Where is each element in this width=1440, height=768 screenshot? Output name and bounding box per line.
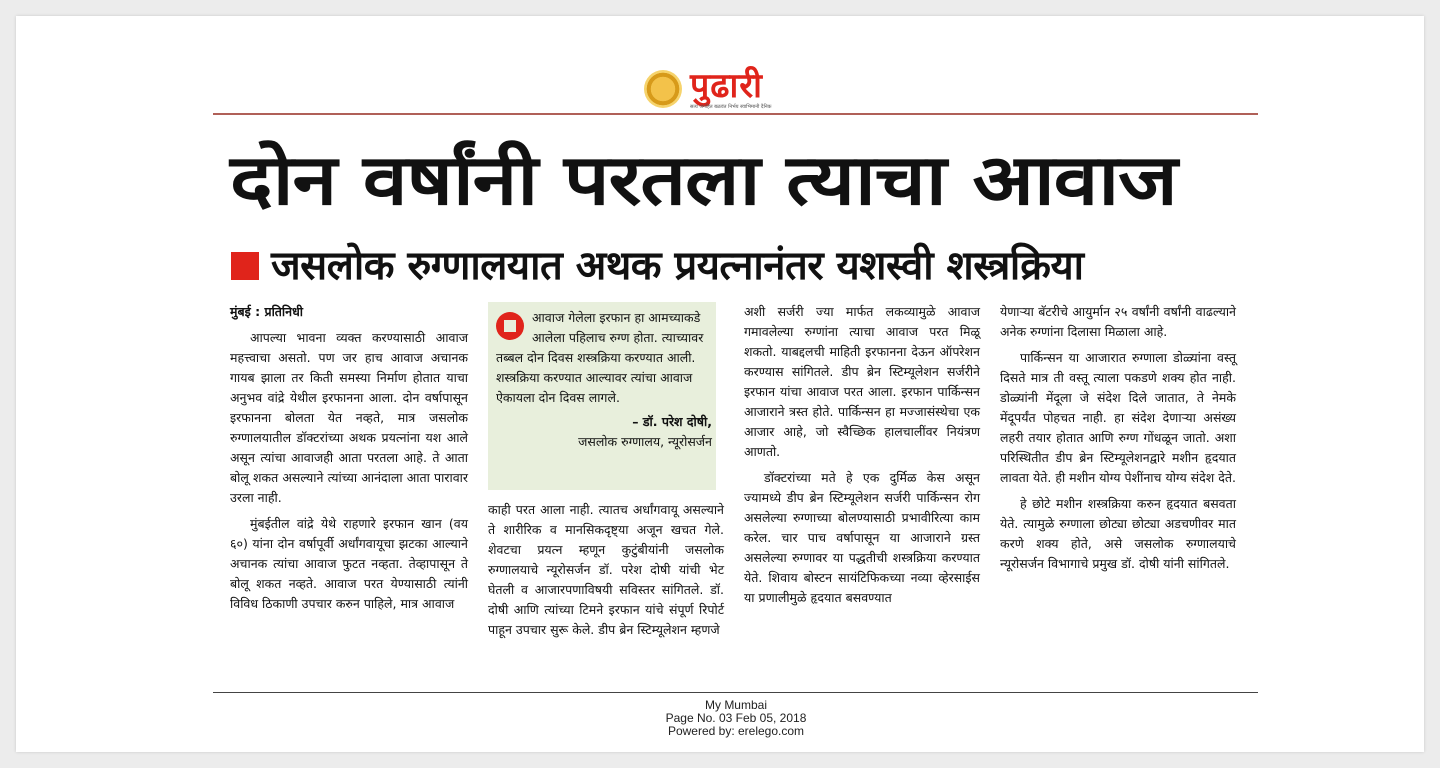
- byline: मुंबई : प्रतिनिधी: [230, 304, 304, 319]
- bottom-divider: [213, 692, 1258, 693]
- brand-name: पुढारी: [690, 65, 763, 106]
- quote-author: – डॉ. परेश दोषी,: [632, 414, 712, 429]
- newspaper-clipping: [16, 16, 1424, 752]
- column-2: [488, 500, 724, 640]
- paragraph: मुंबईतील वांद्रे येथे राहणारे इरफान खान (वय ६०) यांना दोन वर्षापूर्वी अर्धांगवायूचा झटका आल्याने अचानक त्यांचा आवाज फुटत नव्हता. तेव्हापासून ते बोलू शकत नव्हते. आवाज परत येण्यासाठी त्यांनी विविध ठिकाणी उपचार करुन पाहिले, मात्र आवाज: [230, 516, 468, 611]
- subheadline-text: जसलोक रुग्णालयात अथक प्रयत्नानंतर यशस्वी शस्त्रक्रिया: [271, 243, 1084, 289]
- footer: [536, 699, 936, 738]
- footer-edition: My Mumbai: [704, 698, 767, 712]
- headline: दोन वर्षांनी परतला त्याचा आवाज: [230, 139, 1177, 221]
- red-square-bullet-icon: [231, 252, 259, 280]
- brand-tagline: सत्य जनहित बळवंत निर्भय स्वाभिमानी दैनिक: [690, 103, 772, 110]
- column-1: [230, 302, 468, 614]
- top-divider: [213, 113, 1258, 115]
- quote-mark-icon: [496, 312, 524, 340]
- column-3: [744, 302, 980, 608]
- quote-org: जसलोक रुग्णालय, न्यूरोसर्जन: [578, 434, 712, 449]
- paragraph: पार्किन्सन या आजारात रुग्णाला डोळ्यांना वस्तू दिसते मात्र ती वस्तू त्याला पकडणे शक्य होत नाही. डोळ्यांनी मेंदूला जे संदेश दिले जातात, ते नेमके मेंदूपर्यंत पोहचत नाही. हा संदेश देणाऱ्या असंख्य लहरी तयार होतात आणि रुग्ण गोंधळून जातो. अशा परिस्थितीत डीप ब्रेन स्टिम्यूलेशनद्वारे मशीन हृदयात लावता येते. ही मशीन योग्य पेशींनाच योग्य संदेश देते.: [1000, 350, 1236, 485]
- paragraph: काही परत आला नाही. त्यातच अर्धांगवायू असल्याने ते शारीरिक व मानसिकदृष्ट्या अजून खचत गेले. शेवटचा प्रयत्न म्हणून कुटुंबीयांनी जसलोक रुग्णालयाचे न्यूरोसर्जन डॉ. परेश दोषी यांची भेट घेतली व आजारपणाविषयी सविस्तर सांगितले. डॉ. दोषी आणि त्यांच्या टिमने इरफान यांचे संपूर्ण रिपोर्ट पाहून उपचार सुरू केले. डीप ब्रेन स्टिम्यूलेशन म्हणजे: [488, 502, 724, 637]
- pull-quote: [488, 302, 716, 490]
- paragraph: हे छोटे मशीन शस्त्रक्रिया करुन हृदयात बसवता येते. त्यामुळे रुग्णाला छोट्या छोट्या अडचणीवर मात करणे शक्य होते, असे जसलोक रुग्णालयाचे न्यूरोसर्जन विभागाचे प्रमुख डॉ. दोषी यांनी सांगितले.: [1000, 496, 1236, 571]
- seal-logo-icon: [644, 70, 682, 108]
- column-4: [1000, 302, 1236, 574]
- paragraph: अशी सर्जरी ज्या मार्फत लकव्यामुळे आवाज गमावलेल्या रुग्णांना त्याचा आवाज परत मिळू शकतो. याबद्दलची माहिती इरफानना देऊन ऑपरेशन करण्यास सांगितले. डीप ब्रेन स्टिम्यूलेशन सर्जरीने इरफान यांचा आवाज परत आला. इरफान पार्किन्सन आजाराने त्रस्त होते. पार्किन्सन हा मज्जासंस्थेचा एक आजार आहे, जो स्वैच्छिक हालचालींवर नियंत्रण आणतो.: [744, 304, 980, 459]
- subheadline: [231, 238, 1191, 294]
- footer-powered-by: Powered by: erelego.com: [667, 724, 805, 738]
- paragraph: आपल्या भावना व्यक्त करण्यासाठी आवाज महत्त्वाचा असतो. पण जर हाच आवाज अचानक गायब झाला तर किती समस्या निर्माण होतात याचा अनुभव वांद्रे येथील इरफानना आला. दोन वर्षापासून इरफानना बोलता येत नव्हते, मात्र जसलोक रुग्णालयातील डॉक्टरांच्या अथक प्रयत्नांना यश आले असून त्यांचा आवाजही आता परतला आहे. ते आता बोलू शकत असल्याने त्यांच्या आनंदाला आता पारावार उरला नाही.: [230, 330, 468, 505]
- footer-page-date: Page No. 03 Feb 05, 2018: [665, 711, 807, 725]
- quote-text: आवाज गेलेला इरफान हा आमच्याकडे आलेला पहिलाच रुग्ण होता. त्याच्यावर तब्बल दोन दिवस शस्त्रक्रिया करण्यात आली. शस्त्रक्रिया करण्यात आल्यावर त्यांचा आवाज ऐकायला दोन दिवस लागले.: [496, 310, 704, 405]
- paragraph: येणार्‍या बॅटरीचे आयुर्मान २५ वर्षांनी वर्षांनी वाढल्याने अनेक रुग्णांना दिलासा मिळाला आहे.: [1000, 304, 1236, 339]
- brand: [690, 65, 772, 110]
- paragraph: डॉक्टरांच्या मते हे एक दुर्मिळ केस असून ज्यामध्ये डीप ब्रेन स्टिम्यूलेशन सर्जरी पार्किन्सन रोग असलेल्या रुग्णाच्या बोलण्यासाठी प्रभावीरित्या काम करेल. चार पाच वर्षापासून या आजाराने ग्रस्त असलेल्या रुग्णावर या पद्धतीची शस्त्रक्रिया करण्यात येते. शिवाय बोस्टन सायंटिफिकच्या नव्या व्हेरसाईस या प्रणालीमुळे हृदयात बसवण्यात: [744, 470, 980, 605]
- masthead: [644, 65, 812, 110]
